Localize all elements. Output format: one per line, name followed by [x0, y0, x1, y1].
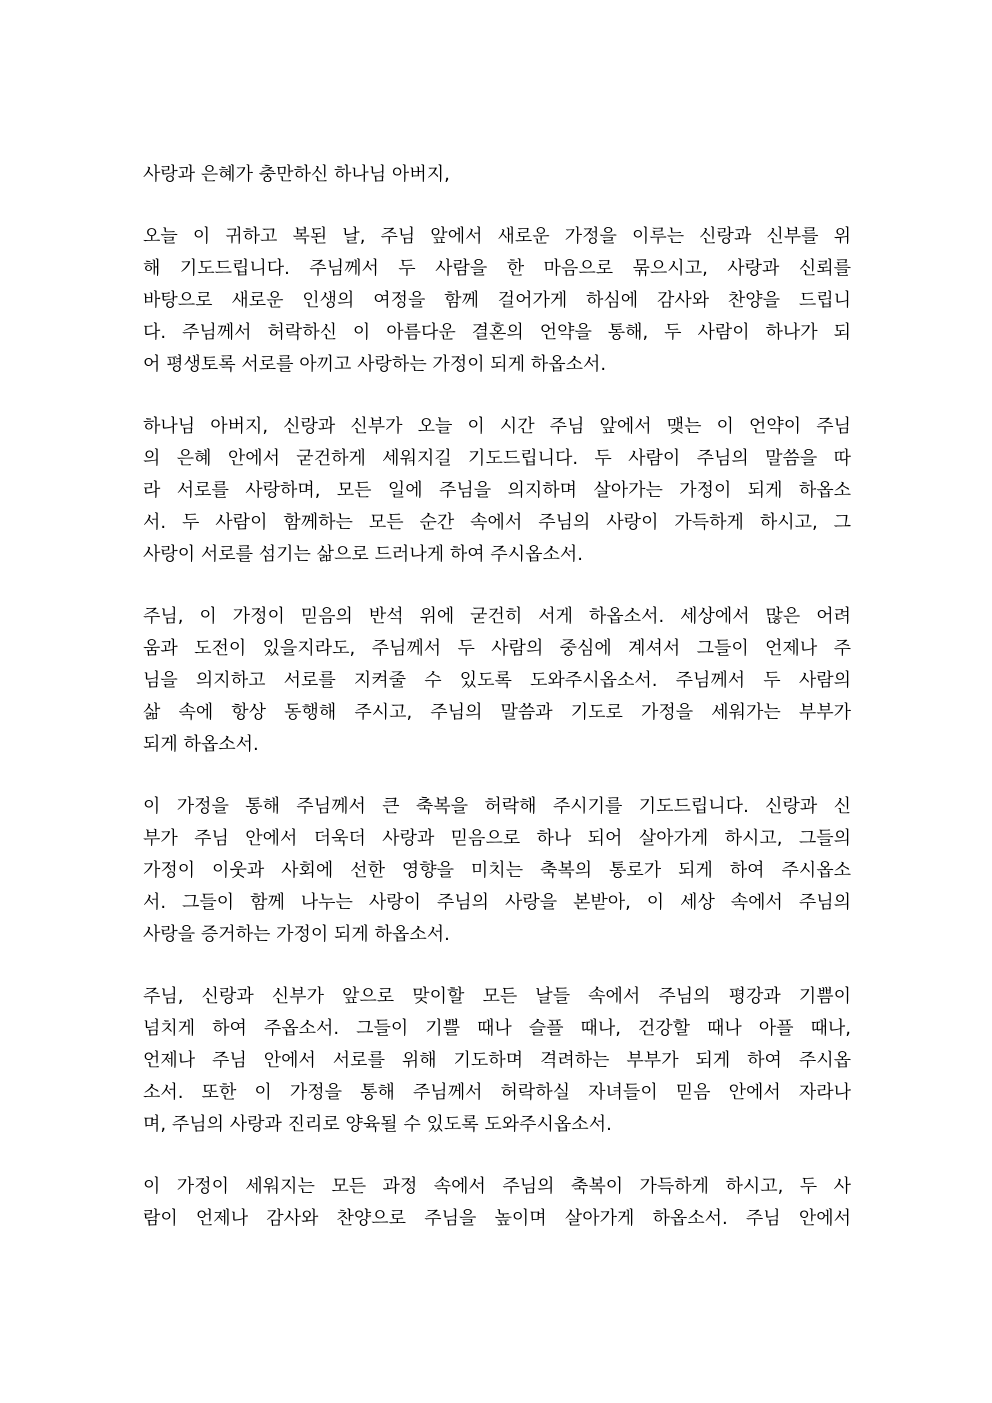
- text-line: 다. 주님께서 허락하신 이 아름다운 결혼의 언약을 통해, 두 사람이 하나가 되: [143, 322, 851, 343]
- text-line: 이 가정을 통해 주님께서 큰 축복을 허락해 주시기를 기도드립니다. 신랑과 신: [143, 796, 851, 817]
- text-line: 람이 언제나 감사와 찬양으로 주님을 높이며 살아가게 하옵소서. 주님 안에서: [143, 1208, 851, 1229]
- paragraph-2: [143, 221, 851, 381]
- text-line: 주님, 이 가정이 믿음의 반석 위에 굳건히 서게 하옵소서. 세상에서 많은 어려: [143, 606, 851, 627]
- text-line: 소서. 또한 이 가정을 통해 주님께서 허락하실 자녀들이 믿음 안에서 자라나: [143, 1082, 851, 1103]
- text-line: 삶 속에 항상 동행해 주시고, 주님의 말씀과 기도로 가정을 세워가는 부부가: [143, 702, 851, 723]
- text-line: 넘치게 하여 주옵소서. 그들이 기쁠 때나 슬플 때나, 건강할 때나 아플 때나,: [143, 1018, 851, 1039]
- paragraph-4: [143, 601, 851, 761]
- prayer-text-body: [143, 159, 851, 1265]
- text-line: 며, 주님의 사랑과 진리로 양육될 수 있도록 도와주시옵소서.: [143, 1114, 612, 1135]
- paragraph-5: [143, 791, 851, 951]
- text-line: 서. 그들이 함께 나누는 사랑이 주님의 사랑을 본받아, 이 세상 속에서 주님의: [143, 892, 851, 913]
- text-line: 사랑과 은혜가 충만하신 하나님 아버지,: [143, 164, 450, 185]
- text-line: 의 은혜 안에서 굳건하게 세워지길 기도드립니다. 두 사람이 주님의 말씀을 따: [143, 448, 851, 469]
- text-line: 서. 두 사람이 함께하는 모든 순간 속에서 주님의 사랑이 가득하게 하시고, 그: [143, 512, 851, 533]
- text-line: 바탕으로 새로운 인생의 여정을 함께 걸어가게 하심에 감사와 찬양을 드립니: [143, 290, 851, 311]
- text-line: 이 가정이 세워지는 모든 과정 속에서 주님의 축복이 가득하게 하시고, 두 사: [143, 1176, 851, 1197]
- text-line: 부가 주님 안에서 더욱더 사랑과 믿음으로 하나 되어 살아가게 하시고, 그들의: [143, 828, 851, 849]
- text-line: 오늘 이 귀하고 복된 날, 주님 앞에서 새로운 가정을 이루는 신랑과 신부를 위: [143, 226, 851, 247]
- text-line: 어 평생토록 서로를 아끼고 사랑하는 가정이 되게 하옵소서.: [143, 354, 607, 375]
- paragraph-6: [143, 981, 851, 1141]
- text-line: 언제나 주님 안에서 서로를 위해 기도하며 격려하는 부부가 되게 하여 주시옵: [143, 1050, 851, 1071]
- paragraph-7: [143, 1171, 851, 1235]
- paragraph-3: [143, 411, 851, 571]
- paragraph-greeting: [143, 159, 851, 191]
- text-line: 사랑이 서로를 섬기는 삶으로 드러나게 하여 주시옵소서.: [143, 544, 583, 565]
- text-line: 라 서로를 사랑하며, 모든 일에 주님을 의지하며 살아가는 가정이 되게 하옵소: [143, 480, 851, 501]
- text-line: 움과 도전이 있을지라도, 주님께서 두 사람의 중심에 계셔서 그들이 언제나 주: [143, 638, 851, 659]
- text-line: 주님, 신랑과 신부가 앞으로 맞이할 모든 날들 속에서 주님의 평강과 기쁨이: [143, 986, 851, 1007]
- text-line: 해 기도드립니다. 주님께서 두 사람을 한 마음으로 묶으시고, 사랑과 신뢰를: [143, 258, 851, 279]
- text-line: 님을 의지하고 서로를 지켜줄 수 있도록 도와주시옵소서. 주님께서 두 사람의: [143, 670, 851, 691]
- text-line: 되게 하옵소서.: [143, 734, 259, 755]
- text-line: 사랑을 증거하는 가정이 되게 하옵소서.: [143, 924, 450, 945]
- text-line: 하나님 아버지, 신랑과 신부가 오늘 이 시간 주님 앞에서 맺는 이 언약이 주님: [143, 416, 851, 437]
- text-line: 가정이 이웃과 사회에 선한 영향을 미치는 축복의 통로가 되게 하여 주시옵소: [143, 860, 851, 881]
